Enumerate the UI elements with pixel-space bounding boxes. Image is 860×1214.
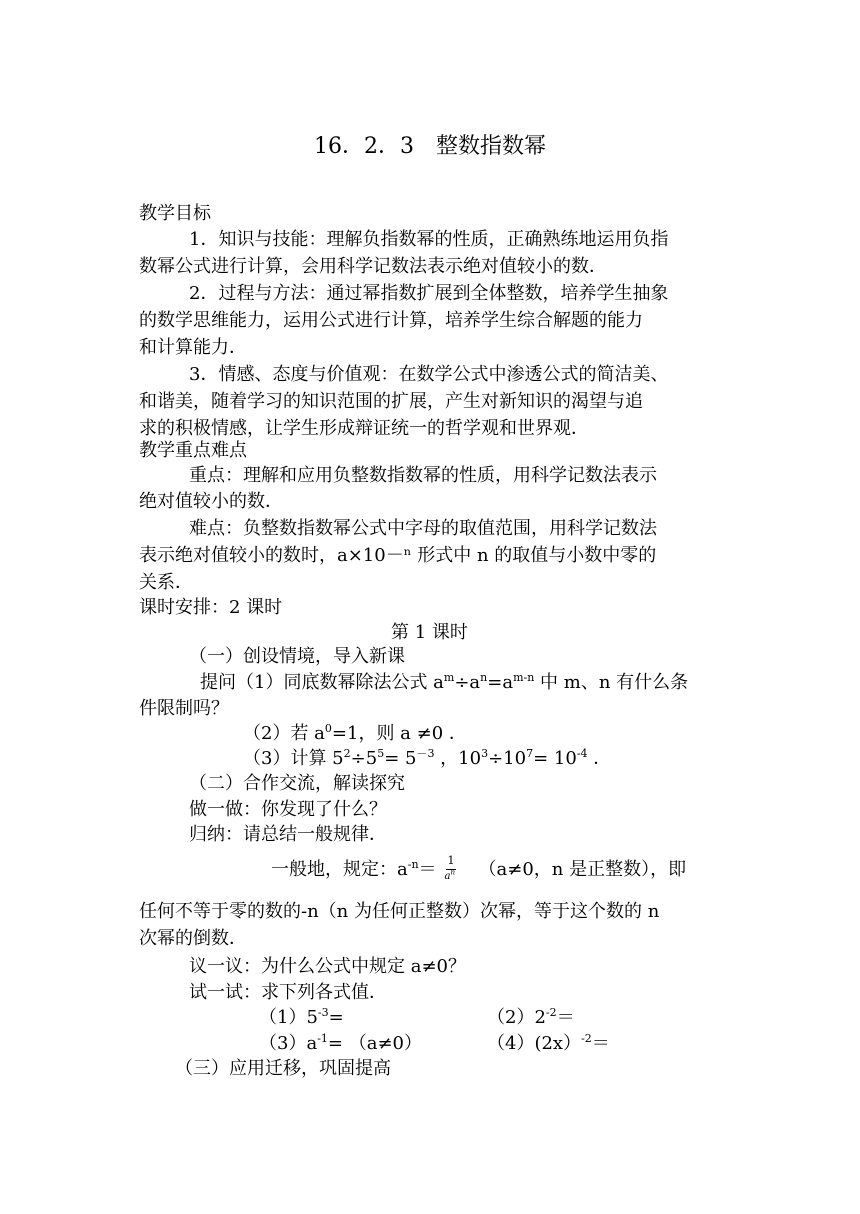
rule-line-1: [271, 854, 687, 882]
lesson-1-heading: 第 1 课时: [391, 622, 468, 643]
fraction-denominator: $a^n$: [444, 868, 456, 882]
question-3-end: ．: [587, 748, 612, 769]
exercise-1: $(1)5^{-3}=$: [259, 1006, 344, 1028]
difficulty-line-1: 难点：负整数指数幂公式中字母的取值范围，用科学记数法: [189, 518, 657, 539]
exponent-5: 5: [377, 747, 385, 760]
question-3-prefix: （3）计算 5: [243, 748, 344, 769]
question-1-suffix: 中 m、n 有什么条: [534, 672, 689, 693]
key-points-heading: 教学重点难点: [139, 440, 247, 461]
exponent-neg-n: -n: [407, 858, 419, 871]
section-2-heading: （二）合作交流，解读探究: [189, 773, 405, 794]
division-sign: ÷a: [454, 672, 481, 693]
objective-3-line-1: 3．情感、态度与价值观：在数学公式中渗透公式的简洁美、: [189, 364, 669, 385]
objective-1-line-2: 数幂公式进行计算，会用科学记数法表示绝对值较小的数．: [139, 256, 607, 277]
difficulty-line-2: 表示绝对值较小的数时，a×10－ⁿ 形式中 n 的取值与小数中零的: [139, 545, 657, 566]
question-3-div-2: ÷10: [488, 748, 527, 769]
exponent-2: 2: [343, 747, 351, 760]
fraction-numerator: 1: [447, 854, 455, 867]
question-3-div-1: ÷5: [350, 748, 378, 769]
rule-line-3: 次幂的倒数．: [139, 928, 247, 949]
discuss: 议一议：为什么公式中规定 a≠0？: [189, 956, 466, 977]
objective-2-line-1: 2．过程与方法：通过幂指数扩展到全体整数，培养学生抽象: [189, 283, 669, 304]
question-2: [243, 723, 467, 745]
objective-3-line-2: 和谐美，随着学习的知识范围的扩展，产生对新知识的渴望与追: [139, 391, 643, 412]
exercise-2: $(2)2^{-2}=$: [487, 1006, 575, 1028]
question-2-suffix: =1，则 a ≠0 ．: [331, 723, 467, 744]
rule-equals: ＝: [418, 859, 437, 880]
exponent-n: n: [480, 671, 488, 684]
rule-suffix: （a≠0，n 是正整数），即: [478, 859, 687, 880]
try-do: 做一做：你发现了什么？: [189, 799, 387, 820]
question-3-result-1: = 5: [384, 748, 417, 769]
section-3-heading: （三）应用迁移，巩固提高: [175, 1058, 391, 1079]
question-3-separator: ，10: [434, 748, 482, 769]
summarize: 归纳：请总结一般规律．: [189, 824, 387, 845]
exponent-zero: 0: [324, 722, 332, 735]
exponent-m: m: [443, 671, 455, 684]
question-3: [243, 748, 611, 770]
difficulty-line-3: 关系．: [139, 572, 193, 593]
objectives-heading: 教学目标: [139, 203, 211, 224]
focus-line-2: 绝对值较小的数．: [139, 491, 283, 512]
focus-line-1: 重点：理解和应用负整数指数幂的性质，用科学记数法表示: [189, 465, 657, 486]
equals-a: =a: [487, 672, 514, 693]
page-title: 16．2．3 整数指数幂: [314, 134, 546, 159]
objective-2-line-3: 和计算能力．: [139, 337, 247, 358]
reciprocal-fraction: [443, 854, 461, 882]
question-1-line-1: [200, 672, 688, 694]
rule-line-2: 任何不等于零的数的-n（n 为任何正整数）次幂，等于这个数的 n: [139, 901, 660, 922]
objective-1-line-1: 1．知识与技能：理解负指数幂的性质，正确熟练地运用负指: [189, 229, 669, 250]
objective-3-line-3: 求的积极情感，让学生形成辩证统一的哲学观和世界观．: [139, 418, 589, 439]
question-1-line-2: 件限制吗？: [139, 698, 229, 719]
section-1-heading: （一）创设情境，导入新课: [189, 646, 405, 667]
question-3-result-2: = 10: [533, 748, 577, 769]
question-2-prefix: （2）若 a: [243, 723, 325, 744]
exponent-7: 7: [526, 747, 534, 760]
exercise-4: （4）(2x）$^{-2}$＝: [487, 1032, 610, 1054]
rule-prefix: 一般地，规定：a: [271, 859, 408, 880]
try-it: 试一试：求下列各式值．: [189, 982, 387, 1003]
exponent-neg-4: -4: [576, 747, 588, 760]
schedule: 课时安排：2 课时: [139, 597, 283, 618]
exponent-m-minus-n: m-n: [513, 671, 535, 684]
exponent-3: 3: [481, 747, 489, 760]
objective-2-line-2: 的数学思维能力，运用公式进行计算，培养学生综合解题的能力: [139, 310, 643, 331]
question-1-prefix: 提问（1）同底数幂除法公式 a: [200, 672, 444, 693]
exponent-neg-3: －3: [416, 747, 435, 760]
exercise-3: $(3)a^{-1}= (a\ne 0)$: [259, 1032, 422, 1054]
